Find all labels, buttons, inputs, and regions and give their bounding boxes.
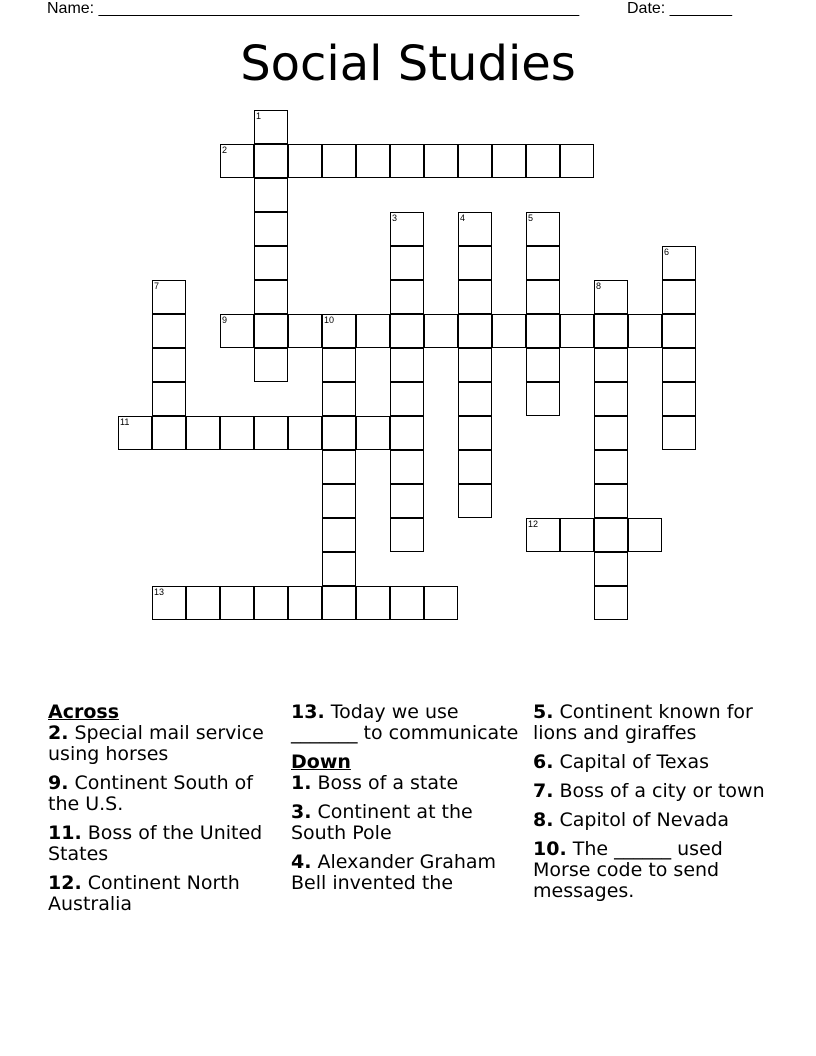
grid-cell[interactable]: [526, 246, 560, 280]
grid-cell[interactable]: [594, 586, 628, 620]
grid-cell[interactable]: [458, 280, 492, 314]
grid-cell[interactable]: [254, 178, 288, 212]
grid-cell[interactable]: [662, 280, 696, 314]
clue-number-label: 8: [596, 281, 602, 291]
grid-cell[interactable]: [254, 348, 288, 382]
clue-number-label: 11: [120, 417, 130, 427]
grid-cell[interactable]: [254, 212, 288, 246]
grid-cell[interactable]: [322, 416, 356, 450]
clue-number-label: 10: [324, 315, 335, 325]
grid-cell[interactable]: [526, 144, 560, 178]
grid-cell[interactable]: [458, 450, 492, 484]
grid-cell[interactable]: [220, 586, 254, 620]
grid-cell[interactable]: [390, 416, 424, 450]
grid-cell[interactable]: [492, 144, 526, 178]
grid-cell[interactable]: [254, 144, 288, 178]
grid-cell[interactable]: [594, 484, 628, 518]
grid-cell[interactable]: [322, 552, 356, 586]
grid-cell[interactable]: [662, 416, 696, 450]
grid-cell[interactable]: [356, 314, 390, 348]
grid-cell[interactable]: [594, 450, 628, 484]
grid-cell[interactable]: [526, 382, 560, 416]
grid-cell[interactable]: [390, 246, 424, 280]
grid-cell[interactable]: [322, 484, 356, 518]
clue-number-label: 12: [528, 519, 539, 529]
grid-cell[interactable]: [152, 382, 186, 416]
grid-cell[interactable]: [322, 144, 356, 178]
grid-cell[interactable]: [424, 314, 458, 348]
clue-across-12: 12. Continent North Australia: [48, 872, 240, 915]
grid-cell[interactable]: [458, 314, 492, 348]
grid-cell[interactable]: [662, 382, 696, 416]
grid-cell[interactable]: [560, 144, 594, 178]
clue-number-label: 13: [154, 587, 165, 597]
clue-across-2: 2. Special mail service using horses: [48, 722, 264, 765]
grid-cell[interactable]: [662, 314, 696, 348]
grid-cell[interactable]: [526, 280, 560, 314]
down-heading: Down: [291, 751, 351, 773]
grid-cell[interactable]: [254, 416, 288, 450]
clues-column-1: [48, 702, 288, 923]
clue-number-label: 3: [392, 213, 398, 223]
grid-cell[interactable]: [322, 450, 356, 484]
grid-cell[interactable]: [458, 416, 492, 450]
grid-cell[interactable]: [288, 586, 322, 620]
grid-cell[interactable]: [424, 144, 458, 178]
clue-number-label: 5: [528, 213, 534, 223]
grid-cell[interactable]: [254, 246, 288, 280]
grid-cell[interactable]: [322, 586, 356, 620]
grid-cell[interactable]: [628, 314, 662, 348]
grid-cell[interactable]: [594, 416, 628, 450]
grid-cell[interactable]: [390, 586, 424, 620]
grid-cell[interactable]: [390, 280, 424, 314]
clue-across-9: 9. Continent South of the U.S.: [48, 772, 253, 815]
grid-cell[interactable]: [458, 144, 492, 178]
grid-cell[interactable]: [322, 518, 356, 552]
clue-number-label: 4: [460, 213, 466, 223]
grid-cell[interactable]: [594, 314, 628, 348]
clue-number-label: 6: [664, 247, 670, 257]
grid-cell[interactable]: [390, 450, 424, 484]
grid-cell[interactable]: [458, 246, 492, 280]
clue-down-5: 5. Continent known for lions and giraffes: [533, 701, 753, 744]
date-field-label: Date: _______: [627, 0, 732, 17]
grid-cell[interactable]: [594, 382, 628, 416]
grid-cell[interactable]: [458, 382, 492, 416]
grid-cell[interactable]: [594, 552, 628, 586]
clue-across-11: 11. Boss of the United States: [48, 822, 263, 865]
grid-cell[interactable]: [220, 416, 254, 450]
clue-number-label: 7: [154, 281, 160, 291]
grid-cell[interactable]: [254, 586, 288, 620]
clue-number-label: 9: [222, 315, 228, 325]
clues-column-3: [533, 702, 773, 910]
clue-down-4: 4. Alexander Graham Bell invented the: [291, 851, 497, 894]
grid-cell[interactable]: [390, 518, 424, 552]
grid-cell[interactable]: [628, 518, 662, 552]
clue-number-label: 2: [222, 145, 228, 155]
grid-cell[interactable]: [152, 314, 186, 348]
clue-down-7: 7. Boss of a city or town: [533, 780, 765, 802]
name-field-label: Name: ______________________________________________________: [47, 0, 580, 17]
grid-cell[interactable]: [424, 586, 458, 620]
grid-cell[interactable]: [152, 348, 186, 382]
grid-cell[interactable]: [356, 144, 390, 178]
clues-column-2: [291, 702, 531, 902]
grid-cell[interactable]: [390, 314, 424, 348]
grid-cell[interactable]: [288, 144, 322, 178]
grid-cell[interactable]: [458, 484, 492, 518]
clue-down-3: 3. Continent at the South Pole: [291, 801, 473, 844]
grid-cell[interactable]: [186, 586, 220, 620]
grid-cell[interactable]: [594, 348, 628, 382]
grid-cell[interactable]: [254, 314, 288, 348]
grid-cell[interactable]: [594, 518, 628, 552]
grid-cell[interactable]: [254, 280, 288, 314]
grid-cell[interactable]: [356, 586, 390, 620]
grid-cell[interactable]: [458, 348, 492, 382]
grid-cell[interactable]: [288, 314, 322, 348]
clue-across-13: 13. Today we use _______ to communicate: [291, 701, 519, 744]
grid-cell[interactable]: [288, 416, 322, 450]
grid-cell[interactable]: [322, 382, 356, 416]
grid-cell[interactable]: [152, 416, 186, 450]
grid-cell[interactable]: [390, 348, 424, 382]
clue-down-1: 1. Boss of a state: [291, 772, 459, 794]
grid-cell[interactable]: [390, 382, 424, 416]
grid-cell[interactable]: [390, 144, 424, 178]
grid-cell[interactable]: [492, 314, 526, 348]
page-title: Social Studies: [240, 36, 576, 92]
clue-number-label: 1: [256, 111, 262, 121]
grid-cell[interactable]: [186, 416, 220, 450]
grid-cell[interactable]: [560, 314, 594, 348]
clue-down-10: 10. The ______ used Morse code to send messages.: [533, 838, 723, 902]
grid-cell[interactable]: [390, 484, 424, 518]
across-heading: Across: [48, 701, 120, 723]
grid-cell[interactable]: [662, 348, 696, 382]
clue-down-6: 6. Capital of Texas: [533, 751, 710, 773]
clue-down-8: 8. Capitol of Nevada: [533, 809, 729, 831]
grid-cell[interactable]: [322, 348, 356, 382]
grid-cell[interactable]: [356, 416, 390, 450]
grid-cell[interactable]: [526, 314, 560, 348]
grid-cell[interactable]: [560, 518, 594, 552]
grid-cell[interactable]: [526, 348, 560, 382]
